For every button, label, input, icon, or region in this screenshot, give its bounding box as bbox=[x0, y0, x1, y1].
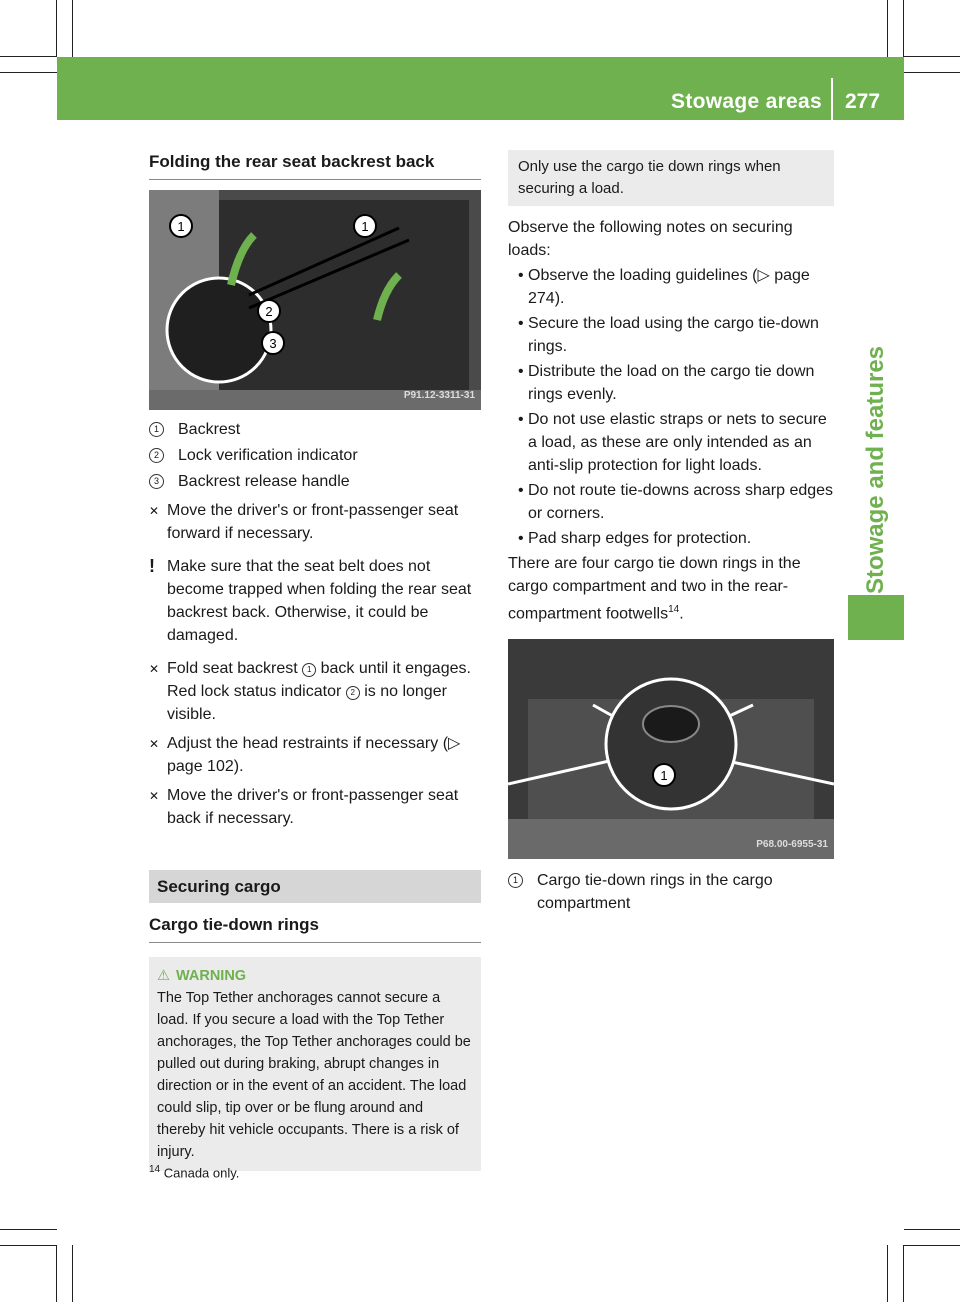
subheading-rule bbox=[149, 942, 481, 943]
list-item-text: Secure the load using the cargo tie-down rings. bbox=[528, 315, 819, 355]
svg-text:2: 2 bbox=[265, 304, 273, 319]
exclamation-icon: ! bbox=[149, 556, 155, 576]
bullet-icon: • bbox=[518, 363, 524, 380]
crop-mark bbox=[0, 1245, 57, 1246]
subheading: Cargo tie-down rings bbox=[149, 915, 319, 934]
list-item bbox=[518, 527, 834, 550]
crop-mark bbox=[72, 0, 73, 57]
paragraph-text: There are four cargo tie down rings in the cargo compartment and two in the rear-compartment footwells bbox=[508, 555, 801, 623]
list-item-text: Pad sharp edges for protection. bbox=[528, 530, 752, 547]
step-text-part: Fold seat backrest bbox=[167, 660, 303, 677]
svg-text:1: 1 bbox=[660, 768, 668, 784]
step-arrow-icon: ✕ bbox=[149, 504, 160, 518]
step-item bbox=[149, 657, 481, 726]
info-box: Only use the cargo tie down rings when securing a load. bbox=[508, 150, 834, 206]
crop-mark bbox=[904, 1245, 960, 1246]
svg-text:3: 3 bbox=[269, 336, 277, 351]
legend-text: Backrest release handle bbox=[178, 473, 350, 490]
crop-mark bbox=[903, 0, 904, 57]
legend-number: 1 bbox=[149, 422, 164, 437]
crop-mark bbox=[56, 0, 57, 57]
legend-item bbox=[149, 418, 481, 441]
crop-mark bbox=[887, 1245, 888, 1302]
step-text-part: is no longer visible. bbox=[167, 683, 447, 723]
step-item bbox=[149, 732, 481, 778]
list-item-text: Distribute the load on the cargo tie down rings evenly. bbox=[528, 363, 815, 403]
list-item bbox=[518, 408, 834, 477]
step-item bbox=[149, 784, 481, 830]
crop-mark bbox=[56, 1245, 57, 1302]
svg-text:1: 1 bbox=[361, 219, 369, 234]
note-text: Make sure that the seat belt does not become trapped when folding the rear seat backrest back. Otherwise, it could be damaged. bbox=[167, 558, 472, 644]
legend-item bbox=[508, 869, 834, 915]
step-arrow-icon: ✕ bbox=[149, 662, 160, 676]
header-separator bbox=[831, 78, 833, 120]
legend-text: Backrest bbox=[178, 421, 241, 438]
legend-text: Lock verification indicator bbox=[178, 447, 358, 464]
crop-mark bbox=[903, 1245, 904, 1302]
section-heading: Folding the rear seat backrest back bbox=[149, 152, 435, 171]
list-item-text: Observe the loading guidelines (▷ page 274). bbox=[528, 267, 810, 307]
footnote-number: 14 bbox=[149, 1164, 161, 1175]
header-title: Stowage areas bbox=[671, 90, 822, 113]
bullet-icon: • bbox=[518, 315, 524, 332]
legend-number: 2 bbox=[149, 448, 164, 463]
legend-number: 1 bbox=[508, 873, 523, 888]
side-tab-marker bbox=[848, 595, 904, 640]
list-item bbox=[518, 264, 834, 310]
step-item bbox=[149, 499, 481, 545]
legend-item bbox=[149, 470, 481, 493]
step-text-part: back until it engages. Red lock status indicator bbox=[167, 660, 471, 700]
legend-number: 3 bbox=[149, 474, 164, 489]
step-arrow-icon: ✕ bbox=[149, 789, 160, 803]
warning-label: WARNING bbox=[176, 968, 247, 984]
right-column bbox=[508, 150, 834, 918]
bullet-icon: • bbox=[518, 482, 524, 499]
cargo-illustration bbox=[508, 639, 834, 859]
bullet-list bbox=[508, 264, 834, 550]
crop-mark bbox=[904, 72, 960, 73]
list-item-text: Do not use elastic straps or nets to secure a load, as these are only intended as an anti-slip protection for light loads. bbox=[528, 411, 827, 474]
step-text bbox=[167, 657, 481, 726]
crop-mark bbox=[0, 72, 57, 73]
inline-number: 1 bbox=[302, 663, 316, 677]
warning-box bbox=[149, 957, 481, 1171]
crop-mark bbox=[904, 56, 960, 57]
image-caption: P91.12-3311-31 bbox=[403, 390, 475, 401]
bullet-icon: • bbox=[518, 267, 524, 284]
list-item bbox=[518, 479, 834, 525]
cargo-paragraph: There are four cargo tie down rings in the cargo compartment and two in the rear-compartment footwells$^{14}$. bbox=[508, 555, 801, 623]
left-column bbox=[149, 150, 481, 1171]
inline-number: 2 bbox=[346, 686, 360, 700]
warning-triangle-icon: ⚠ bbox=[157, 968, 170, 984]
crop-mark bbox=[0, 56, 57, 57]
page-number: 277 bbox=[845, 90, 881, 113]
step-text: Move the driver's or front-passenger seat back if necessary. bbox=[167, 787, 459, 827]
footnote-text: Canada only. bbox=[163, 1165, 240, 1181]
crop-mark bbox=[904, 1229, 960, 1230]
step-text: Move the driver's or front-passenger seat forward if necessary. bbox=[167, 502, 459, 542]
list-item-text: Do not route tie-downs across sharp edges or corners. bbox=[528, 482, 834, 522]
list-item bbox=[518, 312, 834, 358]
warning-text: The Top Tether anchorages cannot secure a load. If you secure a load with the Top Tether anchorages, the Top Tether anchorages could be pulled out during braking, abrupt changes in direction or in the event of an accident. The load could slip, tip over or be flung around and thereby hit vehicle occupants. There is a risk of injury. bbox=[157, 990, 471, 1160]
seat-backrest-image bbox=[149, 190, 481, 410]
section-title: Securing cargo bbox=[149, 870, 481, 903]
crop-mark bbox=[0, 1229, 57, 1230]
list-item bbox=[518, 360, 834, 406]
bullet-icon: • bbox=[518, 411, 524, 428]
step-text: Adjust the head restraints if necessary (▷ page 102). bbox=[167, 735, 461, 775]
svg-text:1: 1 bbox=[177, 219, 185, 234]
heading-rule bbox=[149, 179, 481, 180]
caution-note bbox=[149, 555, 481, 647]
seat-illustration bbox=[149, 190, 481, 410]
crop-mark bbox=[72, 1245, 73, 1302]
legend bbox=[149, 418, 481, 493]
warning-header bbox=[157, 965, 473, 987]
side-tab-label: Stowage and features bbox=[862, 345, 889, 595]
step-arrow-icon: ✕ bbox=[149, 737, 160, 751]
legend-item bbox=[149, 444, 481, 467]
footnote bbox=[149, 1164, 239, 1180]
crop-mark bbox=[887, 0, 888, 57]
intro-text: Observe the following notes on securing loads: bbox=[508, 219, 793, 259]
cargo-compartment-image bbox=[508, 639, 834, 859]
footnote-ref: 14 bbox=[668, 604, 680, 615]
image-caption: P68.00-6955-31 bbox=[756, 839, 828, 851]
legend-text: Cargo tie-down rings in the cargo compartment bbox=[537, 872, 773, 913]
bullet-icon: • bbox=[518, 530, 524, 547]
